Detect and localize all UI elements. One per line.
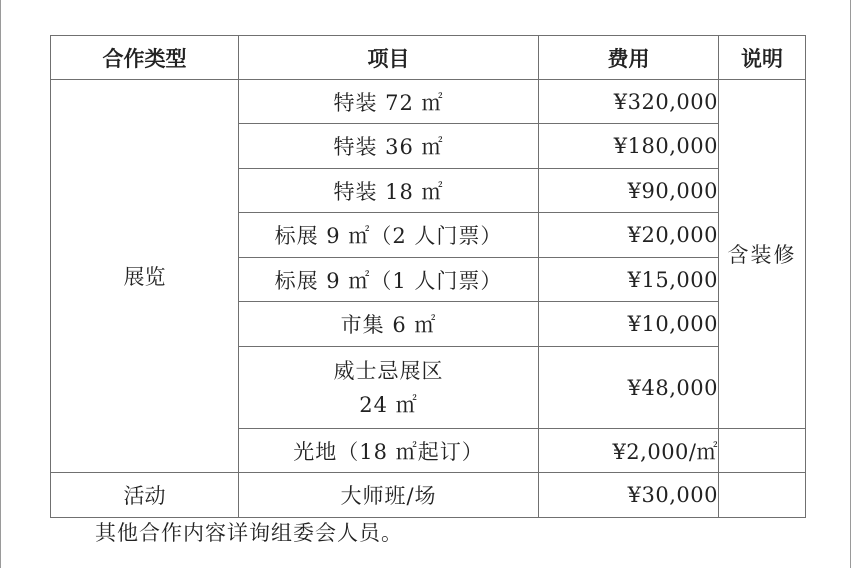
pricing-table [50, 35, 806, 518]
fee-cell: ¥30,000 [539, 473, 719, 518]
note-cell-empty [719, 429, 806, 473]
table-row [51, 80, 806, 124]
type-cell-exhibition: 展览 [51, 80, 239, 473]
item-line: 24 ㎡ [359, 392, 418, 417]
header-type: 合作类型 [51, 36, 239, 80]
fee-cell: ¥20,000 [539, 213, 719, 258]
note-cell-exhibition: 含装修 [719, 80, 806, 429]
header-item: 项目 [239, 36, 539, 80]
item-cell: 特装 18 ㎡ [239, 169, 539, 213]
header-note: 说明 [719, 36, 806, 80]
item-cell: 标展 9 ㎡（1 人门票） [239, 258, 539, 302]
fee-cell: ¥10,000 [539, 302, 719, 347]
fee-cell: ¥15,000 [539, 258, 719, 302]
footnote: 其他合作内容详询组委会人员。 [95, 521, 403, 545]
item-cell: 市集 6 ㎡ [239, 302, 539, 347]
table-row [51, 473, 806, 518]
type-cell-activity: 活动 [51, 473, 239, 518]
note-cell-empty [719, 473, 806, 518]
fee-cell: ¥180,000 [539, 124, 719, 169]
fee-cell: ¥320,000 [539, 80, 719, 124]
fee-cell: ¥90,000 [539, 169, 719, 213]
item-cell [239, 347, 539, 429]
item-line: 威士忌展区 [333, 358, 444, 383]
table-header-row [51, 36, 806, 80]
item-cell: 光地（18 ㎡起订） [239, 429, 539, 473]
header-fee: 费用 [539, 36, 719, 80]
fee-cell: ¥2,000/㎡ [539, 429, 719, 473]
item-cell: 标展 9 ㎡（2 人门票） [239, 213, 539, 258]
item-cell: 大师班/场 [239, 473, 539, 518]
item-cell: 特装 36 ㎡ [239, 124, 539, 169]
fee-cell: ¥48,000 [539, 347, 719, 429]
item-cell: 特装 72 ㎡ [239, 80, 539, 124]
